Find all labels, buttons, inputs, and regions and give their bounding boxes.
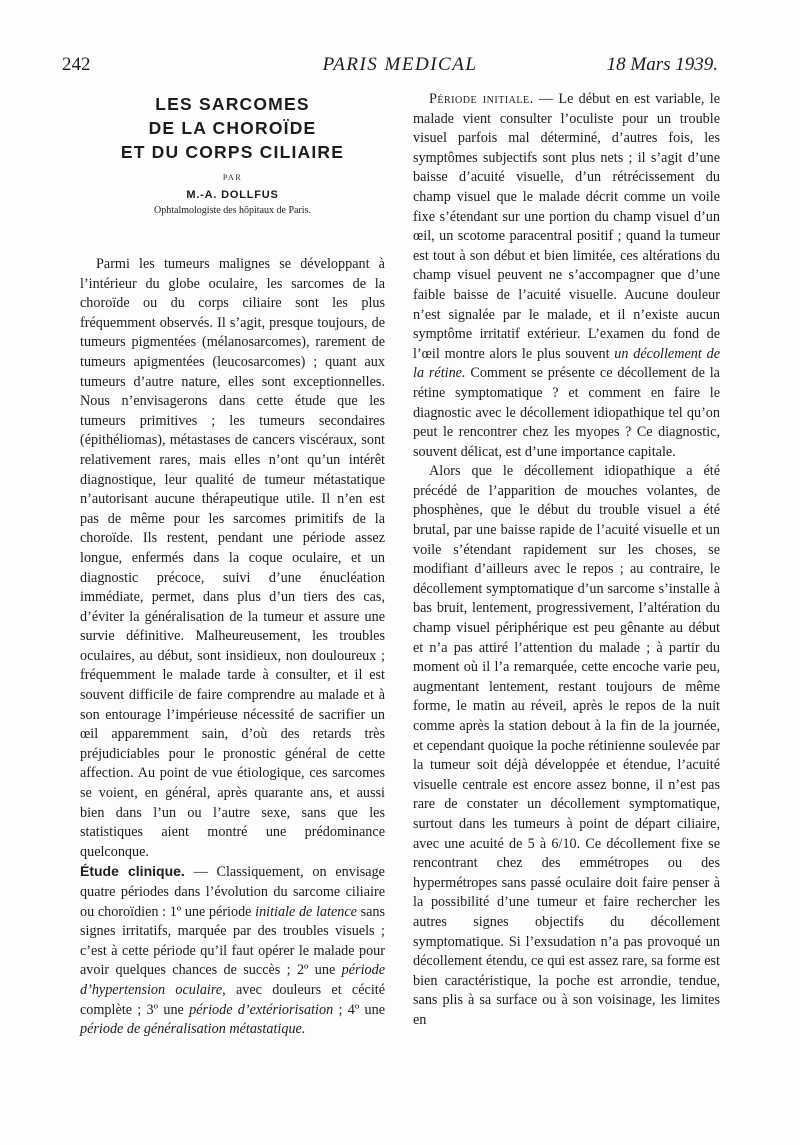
initial-em: un décollement de la rétine. bbox=[413, 345, 720, 382]
clinical-study-heading: Étude clinique. bbox=[80, 863, 185, 880]
intro-paragraph: Parmi les tumeurs malignes se développant à l’intérieur du globe oculaire, les sarcomes de la choroïde ou du corps ciliaire sont les plus fréquemment observés. Il s’agit, presque toujours, de tumeurs pigmentées (mélanosarcomes), rarement de tumeurs apigmentées (leucosarcomes) ; quant aux tumeurs d’autre nature, elles sont exceptionnelles. Nous n’envisagerons dans cette étude que les tumeurs primitives ; les tumeurs secondaires (épithéliomas), métastases de cancers viscéraux, sont relativement rares, mais elles n’ont qu’un intérêt diagnostique, leur qualité de tumeur métastatique n’autorisant aucune thérapeutique utile. Il n’en est pas de même pour les sarcomes primitifs de la choroïde. Ils restent, pendant une période assez longue, enfermés dans la coque oculaire, et un diagnostic précoce, suivi d’une énucléation immédiate, permet, dans plus d’un tiers des cas, d’éviter la généralisation de la tumeur et assure une survie définitive. Malheureusement, les troubles oculaires, au début, sont insidieux, non douloureux ; fréquemment le malade tarde à consulter, et il est souvent difficile de faire comprendre au malade et à son entourage l’impérieuse nécessité de sacrifier un œil apparemment sain, d’où des retards très préjudiciables pour le pronostic général de cette affection. Au point de vue étiologique, ces sarcomes se voient, en général, après quarante ans, et aussi bien dans l’un ou l’autre sexe, sans que les statistiques aient montré une prédominance quelconque. bbox=[80, 256, 385, 860]
title-line-1: LES SARCOMES bbox=[155, 94, 310, 114]
clinical-em-2: période d’hypertension oculaire, bbox=[80, 962, 385, 998]
issue-date: 18 Mars 1939. bbox=[606, 54, 718, 75]
clinical-em-4: période de généralisation métastatique. bbox=[80, 1021, 306, 1038]
clinical-text-b: sans signes irritatifs, marquée par des troubles visuels ; c’est à cette période qu’il faut opérer le malade pour avoir quelques chances de succès ; 2º une bbox=[80, 903, 386, 979]
journal-name: PARIS MEDICAL bbox=[322, 54, 478, 75]
title-line-2: DE LA CHOROÏDE bbox=[148, 118, 317, 138]
running-header bbox=[0, 54, 800, 84]
author-affiliation: Ophtalmologiste des hôpitaux de Paris. bbox=[154, 205, 311, 216]
clinical-text-c: avec douleurs et cécité complète ; 3º une bbox=[80, 981, 386, 1018]
article-title-block bbox=[80, 92, 385, 217]
clinical-study-paragraph bbox=[80, 862, 385, 1039]
title-line-3: ET DU CORPS CILIAIRE bbox=[120, 142, 345, 162]
clinical-text-d: ; 4º une bbox=[333, 1001, 386, 1018]
right-column bbox=[413, 90, 720, 1031]
page-number: 242 bbox=[62, 54, 91, 75]
left-column bbox=[80, 90, 385, 1040]
initial-text-a: — Le début en est variable, le malade vient consulter l’oculiste pour un trouble visuel parfois mal déterminé, d’autres fois, les symptômes subjectifs sont plus nets ; il s’agit d’une baisse d’acuité visuelle, d’un rétrécissement du champ visuel que le malade décrit comme un voile fixe s’étendant sur une portion du champ visuel d’un œil, un scotome paracentral positif ; quand la tumeur est tout à son début et bien limitée, ces altérations du champ visuel peuvent ne s’accompagner que d’une faible baisse de l’acuité visuelle. Aucune douleur n’est signalée par le malade, et il n’existe aucun symptôme irritatif extérieur. L’examen du fond de l’œil montre alors le plus souvent bbox=[413, 91, 721, 362]
initial-text-b: Comment se présente ce décollement de la rétine symptomatique ? et comment en faire le diagnostic avec le décollement idiopathique tel qu’on peut le rencontrer chez les myopes ? Ce diagnostic, souvent délicat, est d’une importance capitale. bbox=[413, 365, 720, 460]
initial-period-paragraph bbox=[413, 90, 720, 462]
clinical-em-3: période d’extériorisation bbox=[189, 1001, 334, 1018]
author-name: M.-A. DOLLFUS bbox=[186, 189, 279, 201]
clinical-em-1: initiale de latence bbox=[255, 903, 357, 920]
initial-period-heading: Période initiale. bbox=[429, 91, 534, 107]
by-label: PAR bbox=[222, 173, 243, 182]
detachment-paragraph: Alors que le décollement idiopathique a été précédé de l’apparition de mouches volantes, de phosphènes, que le début du trouble visuel a été brutal, par une baisse rapide de l’acuité visuelle et un voile s’étendant rapidement sur les choses, se modifiant d’ailleurs avec le repos ; au contraire, le décollement symptomatique d’un sarcome s’installe à bas bruit, lentement, progressivement, l’altération du champ visuel périphérique est peu gênante au début et n’a pas attiré l’attention du malade ; à partir du moment où il l’a remarquée, cette encoche varie peu, augmentant lentement, restant toujours de même forme, le matin au réveil, après le repos de la nuit comme après la station debout à la fin de la journée, et cependant quoique la poche rétinienne soulevée par la tumeur soit déjà développée et étendue, l’acuité visuelle centrale est encore assez bonne, il n’est pas rare de constater un décollement symptomatique, surtout dans les tumeurs à point de départ ciliaire, avec une acuité de 5 à 6/10. Ce décollement fixe se rencontrant chez des emmétropes ou des hypermétropes sans passé oculaire doit faire penser à la possibilité d’une tumeur et faire rechercher les autres signes objectifs du décollement symptomatique. Si l’exsudation n’a pas provoqué un décollement étendu, ce qui est assez rare, sa forme est bien caractéristique, la poche est arrondie, tendue, sans plis à sa surface ou à son voisinage, les limites en bbox=[413, 463, 720, 1028]
clinical-text-a: — Classiquement, on envisage quatre périodes dans l’évolution du sarcome ciliaire ou choroïdien : 1º une période bbox=[80, 864, 385, 920]
